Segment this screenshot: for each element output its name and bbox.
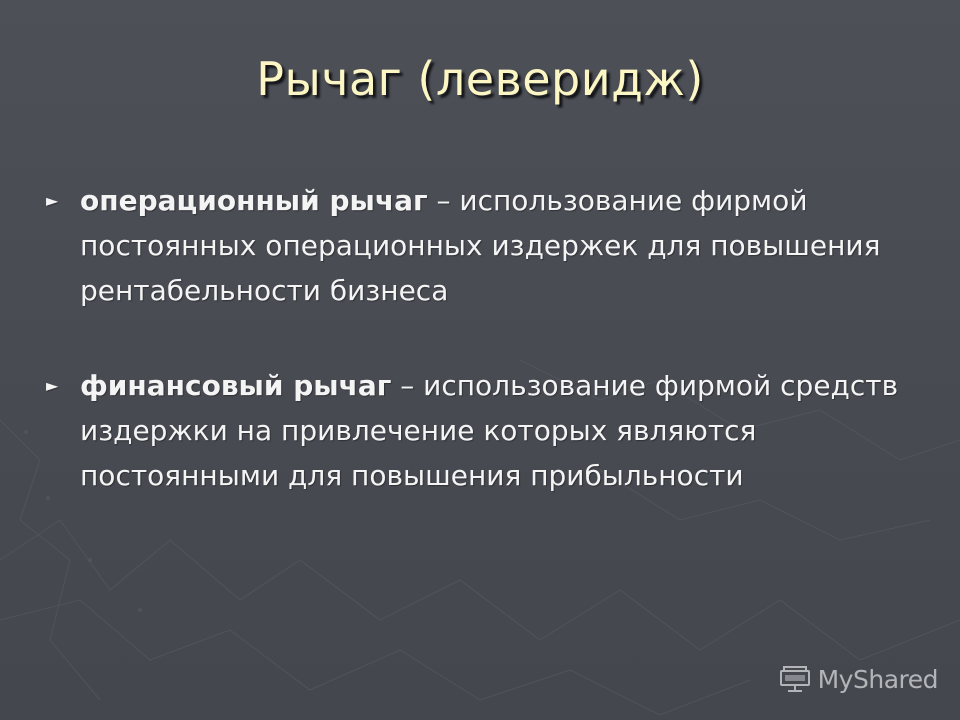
bullet-definition: – использование фирмой постоянных операционных издержек для повышения рентабельности бизнеса: [80, 184, 881, 307]
bullet-term: финансовый рычаг: [80, 369, 392, 402]
bullet-list: [46, 178, 926, 498]
bullet-item-operating-leverage: [46, 178, 926, 313]
slide-title: Рычаг (леверидж): [256, 52, 704, 106]
bullet-term: операционный рычаг: [80, 184, 428, 217]
bullet-arrow-icon: ►: [46, 191, 59, 210]
bullet-arrow-icon: ►: [46, 376, 59, 395]
presentation-screen-icon: [778, 664, 812, 694]
bullet-item-financial-leverage: [46, 363, 926, 498]
watermark: [778, 664, 938, 694]
bullet-definition: – использование фирмой средств издержки на привлечение которых являются постоянными для повышения прибыльности: [80, 369, 899, 492]
watermark-text: MyShared: [817, 664, 938, 694]
